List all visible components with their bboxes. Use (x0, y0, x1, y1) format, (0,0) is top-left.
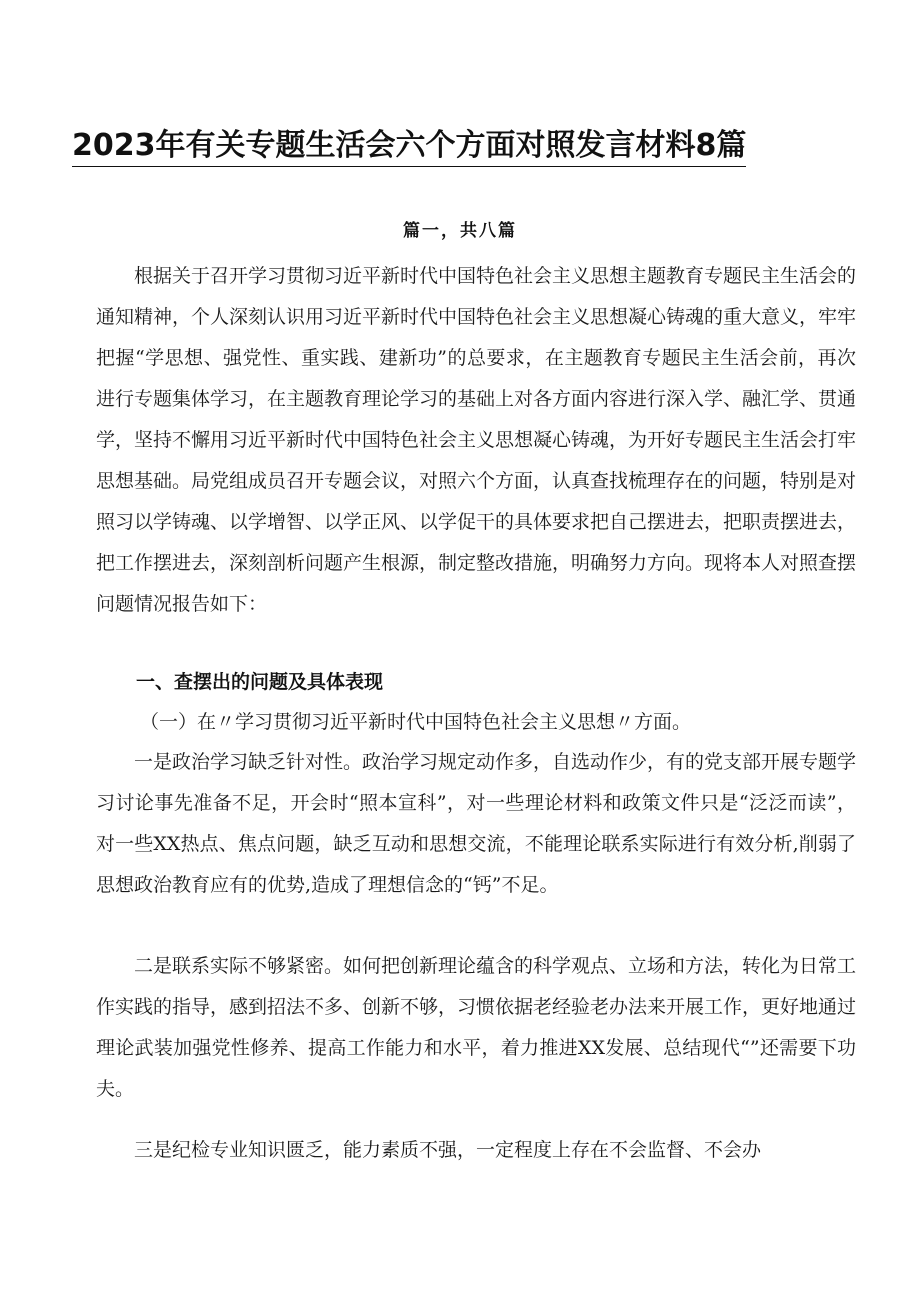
point-paragraph-three: 三是纪检专业知识匮乏，能力素质不强，一定程度上存在不会监督、不会办 (134, 1139, 762, 1161)
point-paragraph-two: 二是联系实际不够紧密。如何把创新理论蕴含的科学观点、立场和方法，转化为日常工作实践的指导，感到招法不多、创新不够，习惯依据老经验老办法来开展工作，更好地通过理论武装加强党性修养、提高工作能力和水平，着力推进XX发展、总结现代“”还需要下功夫。 (96, 955, 857, 1100)
section-subheading: （一）在〃学习贯彻习近平新时代中国特色社会主义思想〃方面。 (140, 711, 692, 733)
document-subtitle: 篇一，共八篇 (403, 221, 517, 241)
section-heading: 一、查摆出的问题及具体表现 (136, 671, 384, 693)
intro-paragraph: 根据关于召开学习贯彻习近平新时代中国特色社会主义思想主题教育专题民主生活会的通知精神，个人深刻认识用习近平新时代中国特色社会主义思想凝心铸魂的重大意义，牢牢把握“学思想、强党性、重实践、建新功”的总要求，在主题教育专题民主生活会前，再次进行专题集体学习，在主题教育理论学习的基础上对各方面内容进行深入学、融汇学、贯通学，坚持不懈用习近平新时代中国特色社会主义思想凝心铸魂，为开好专题民主生活会打牢思想基础。局党组成员召开专题会议，对照六个方面，认真查找梳理存在的问题，特别是对照习以学铸魂、以学增智、以学正风、以学促干的具体要求把自己摆进去，把职责摆进去，把工作摆进去，深刻剖析问题产生根源，制定整改措施，明确努力方向。现将本人对照查摆问题情况报告如下： (96, 265, 857, 615)
point-paragraph-one: 一是政治学习缺乏针对性。政治学习规定动作多，自选动作少，有的党支部开展专题学习讨论事先准备不足，开会时“照本宣科”，对一些理论材料和政策文件只是“泛泛而读”，对一些XX热点、焦点问题，缺乏互动和思想交流，不能理论联系实际进行有效分析,削弱了思想政治教育应有的优势,造成了理想信念的“钙”不足。 (96, 751, 857, 896)
document-title: 2023年有关专题生活会六个方面对照发言材料8篇 (72, 126, 746, 167)
